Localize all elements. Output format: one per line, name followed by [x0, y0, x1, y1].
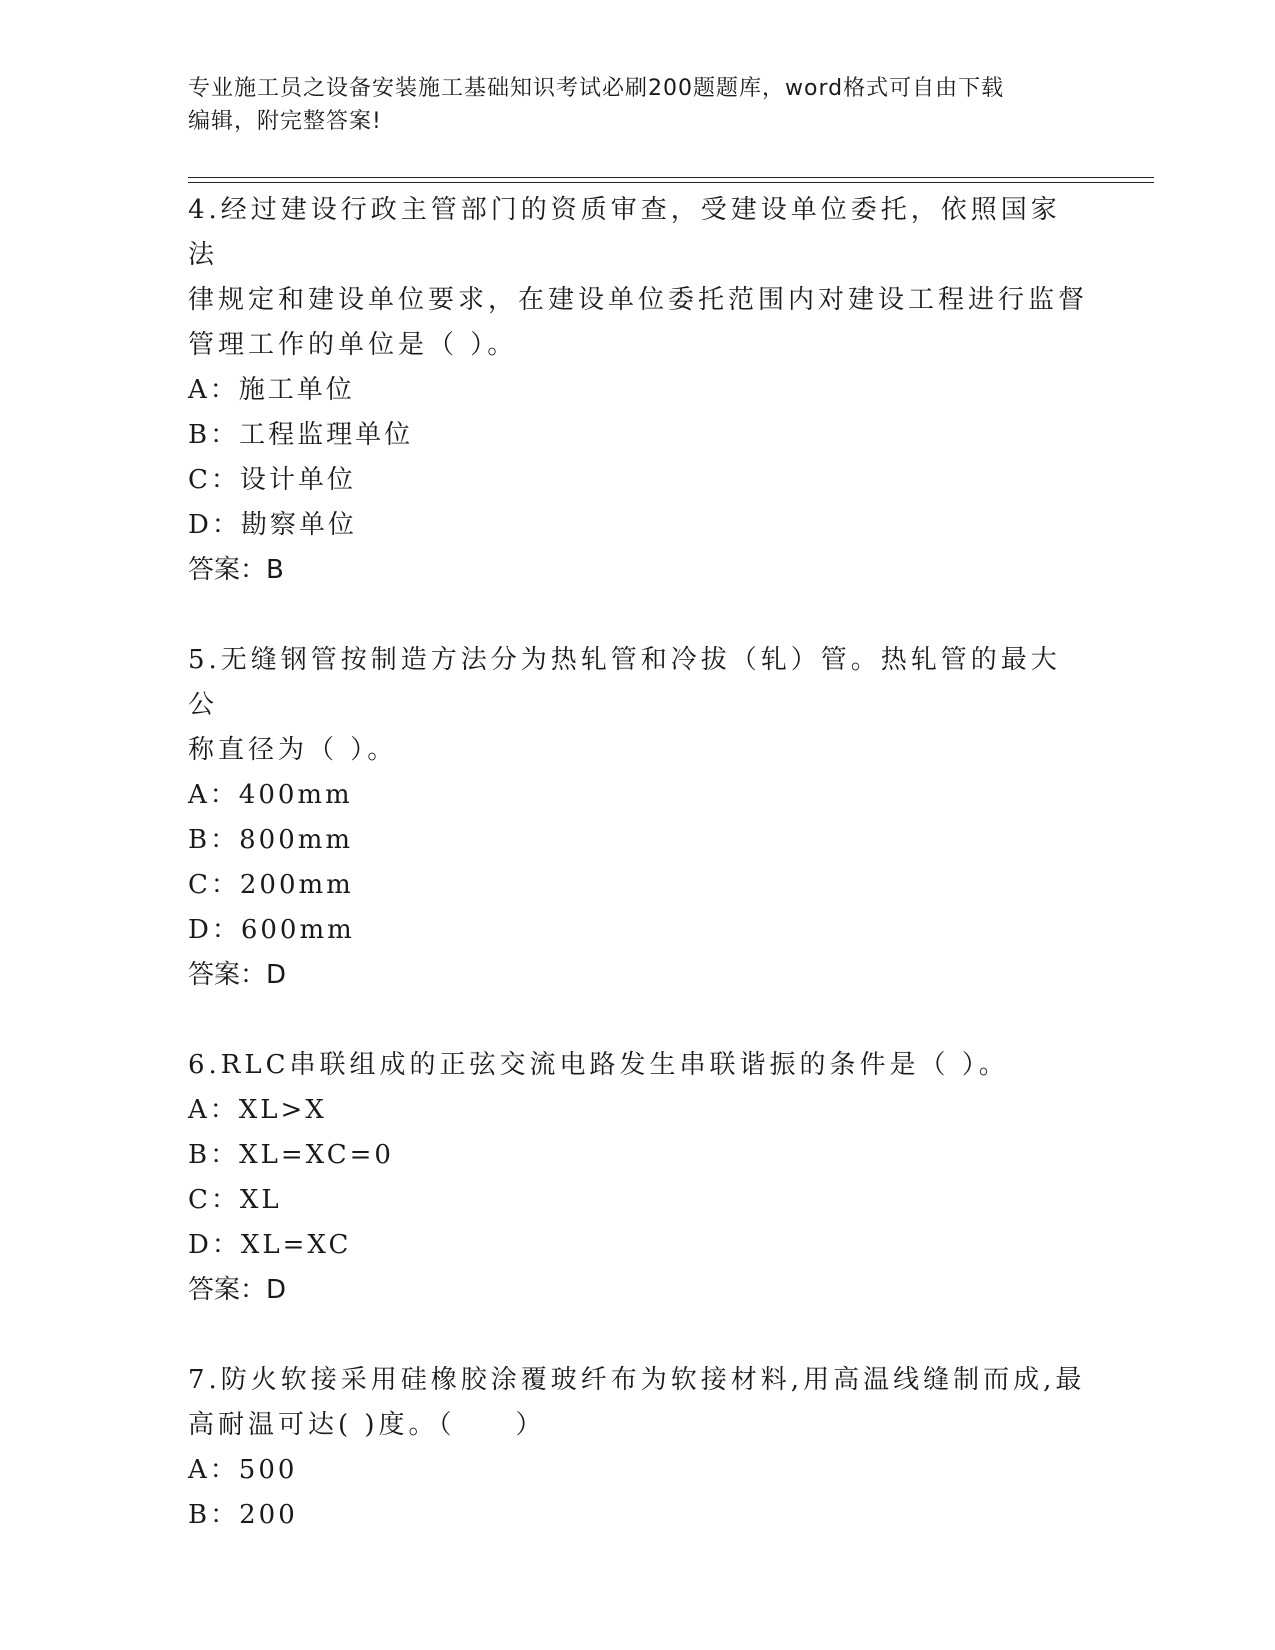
answer-label: 答案：D: [188, 1275, 287, 1305]
answer-label: 答案：B: [188, 555, 284, 585]
option-a: A：500: [188, 1455, 298, 1485]
question-spacer: [188, 1313, 1088, 1358]
header-divider: [188, 177, 1154, 178]
header-line: 专业施工员之设备安装施工基础知识考试必刷200题题库，word格式可自由下载: [188, 76, 1005, 101]
option-b: B：工程监理单位: [188, 420, 414, 450]
option-c: C：设计单位: [188, 465, 356, 495]
question-stem: 7.防火软接采用硅橡胶涂覆玻纤布为软接材料,用高温线缝制而成,最: [188, 1365, 1086, 1395]
option-a: A：XL>X: [188, 1095, 327, 1125]
question-stem: 称直径为（ ）。: [188, 735, 398, 765]
option-d: D：600mm: [188, 915, 355, 945]
question-spacer: [188, 593, 1088, 638]
header-line: 编辑，附完整答案!: [188, 109, 382, 134]
question-stem: 高耐温可达( )度。（ ）: [188, 1410, 546, 1440]
answer-label: 答案：D: [188, 960, 287, 990]
option-a: A：400mm: [188, 780, 353, 810]
question-stem: 5.无缝钢管按制造方法分为热轧管和冷拔（轧）管。热轧管的最大公: [188, 645, 1061, 720]
option-d: D：XL=XC: [188, 1230, 352, 1260]
question-item: [188, 638, 1088, 998]
option-d: D：勘察单位: [188, 510, 357, 540]
option-b: B：200: [188, 1500, 298, 1530]
option-a: A：施工单位: [188, 375, 355, 405]
question-spacer: [188, 998, 1088, 1043]
question-item: [188, 1043, 1088, 1313]
option-c: C：XL: [188, 1185, 282, 1215]
question-stem: 律规定和建设单位要求，在建设单位委托范围内对建设工程进行监督: [188, 285, 1089, 315]
question-item: [188, 188, 1088, 593]
question-item: [188, 1358, 1088, 1538]
question-stem: 4.经过建设行政主管部门的资质审查，受建设单位委托，依照国家法: [188, 195, 1061, 270]
option-b: B：800mm: [188, 825, 354, 855]
option-c: C：200mm: [188, 870, 354, 900]
document-header: [188, 72, 1068, 138]
option-b: B：XL=XC=0: [188, 1140, 394, 1170]
question-list: [188, 188, 1088, 1538]
question-stem: 6.RLC串联组成的正弦交流电路发生串联谐振的条件是（ ）。: [188, 1050, 1009, 1080]
header-divider: [188, 182, 1154, 183]
question-stem: 管理工作的单位是（ ）。: [188, 330, 518, 360]
